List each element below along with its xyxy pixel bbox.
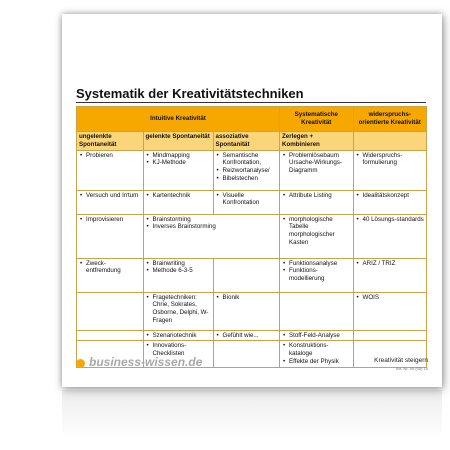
- sheet-reflection: [62, 390, 442, 440]
- subheader-gelenkte: gelenkte Spontaneität: [143, 132, 213, 151]
- brand-dot-icon: [76, 359, 85, 368]
- table-cell: [77, 330, 144, 341]
- list-item: • Visuelle Konfrontation: [223, 192, 278, 208]
- subheader-empty: [353, 132, 427, 151]
- list-item: • Reizwortanalyse/: [223, 167, 278, 175]
- list-item: • Funktions-modellierung: [289, 267, 351, 283]
- header-intuitive: Intuitive Kreativität: [77, 107, 280, 132]
- list-item: • Brainstorming: [153, 216, 278, 224]
- table-cell: [143, 214, 280, 258]
- table-cell: [143, 292, 213, 330]
- list-item: • morphologische Tabelle morphologischer Kasten: [289, 216, 351, 247]
- list-item: • Gefühlt wie...: [223, 332, 278, 340]
- table-cell: [353, 292, 427, 330]
- list-item: • Probieren: [86, 152, 141, 160]
- list-item: • Kartentechnik: [153, 192, 211, 200]
- list-item: • Mindmapping: [153, 152, 211, 160]
- list-item: • KJ-Methode: [153, 159, 211, 167]
- table-cell: [143, 330, 213, 341]
- header-systematische: Systematische Kreativität: [280, 107, 354, 132]
- brand-logo: business-wissen.de: [89, 355, 203, 369]
- table-cell: [77, 292, 144, 330]
- list-item: • Funktionsanalyse: [289, 260, 351, 268]
- techniques-table: [76, 106, 427, 368]
- list-item: • Innovations-Checklisten: [153, 342, 211, 358]
- table-cell: [353, 258, 427, 292]
- table-cell: [353, 190, 427, 214]
- table-cell: [143, 258, 213, 292]
- list-item: • 40 Lösungs-standards: [363, 216, 425, 224]
- list-item: • Methode 6-3-5: [153, 267, 211, 275]
- list-item: • Bionik: [223, 294, 278, 302]
- list-item: • Bibelstechen: [223, 175, 278, 183]
- subheader-assoziative: assoziative Spontanität: [213, 132, 280, 151]
- table-cell: [77, 190, 144, 214]
- list-item: • Problemlösebaum Ursache-Wirkungs-Diagramm: [289, 152, 351, 175]
- page-title: Systematik der Kreativitätstechniken: [76, 86, 426, 103]
- table-row: [77, 190, 427, 214]
- table-cell: [143, 150, 213, 190]
- list-item: • Semantische Konfrontation,: [223, 152, 278, 168]
- list-item: • Idealitätskonzept: [363, 192, 425, 200]
- table-cell: [213, 150, 280, 190]
- table-cell: [213, 190, 280, 214]
- table-cell: [213, 330, 280, 341]
- table-cell: [77, 258, 144, 292]
- list-item: • Improvisieren: [86, 216, 141, 224]
- list-item: • Brainwriting: [153, 260, 211, 268]
- table-cell: [280, 214, 354, 258]
- list-item: • Effekte der Physik: [289, 358, 351, 366]
- table-cell: [353, 330, 427, 341]
- document-page: [62, 14, 442, 387]
- table-cell: [280, 150, 354, 190]
- table-row: [77, 292, 427, 330]
- subheader-zerlegen: Zerlegen + Kombinieren: [280, 132, 354, 151]
- table-cell: [280, 292, 354, 330]
- list-item: • Fragetechniken: Chrie, Sokrates, Osborne, Delphi, W-Fragen: [153, 294, 211, 325]
- table-cell: [280, 190, 354, 214]
- table-row: [77, 258, 427, 292]
- table-cell: [280, 258, 354, 292]
- subheader-ungelenkte: ungelenkte Spontaneität: [77, 132, 144, 151]
- list-item: • Zweck-entfremdung: [86, 260, 141, 276]
- list-item: • ARIZ / TRIZ: [363, 260, 425, 268]
- list-item: • Stoff-Feld-Analyse: [289, 332, 351, 340]
- table-cell: [353, 214, 427, 258]
- table-cell: [77, 214, 144, 258]
- list-item: • Widerspruchs-formulierung: [363, 152, 425, 168]
- list-item: • Szenariotechnik: [153, 332, 211, 340]
- table-cell: [353, 150, 427, 190]
- list-item: • Inverses Brainstorming: [153, 223, 278, 231]
- table-cell: [77, 150, 144, 190]
- list-item: • WOIS: [363, 294, 425, 302]
- list-item: • Attribute Listing: [289, 192, 351, 200]
- table-cell: [280, 330, 354, 341]
- list-item: • Versuch und Irrtum: [86, 192, 141, 200]
- list-item: • Konstruktions-kataloge: [289, 342, 351, 358]
- table-row: [77, 150, 427, 190]
- table-cell: [213, 292, 280, 330]
- table-cell: [280, 341, 354, 367]
- footer-ref: Art.-Nr. 05 (05) 15: [395, 366, 428, 371]
- header-widerspruch: widerspruchs-orientierte Kreativität: [353, 107, 427, 132]
- footer-doc-title: Kreativität steigern: [374, 357, 428, 364]
- table-cell: [213, 341, 280, 367]
- table-cell: [213, 258, 280, 292]
- table-row: [77, 330, 427, 341]
- table-row: [77, 214, 427, 258]
- table-cell: [143, 190, 213, 214]
